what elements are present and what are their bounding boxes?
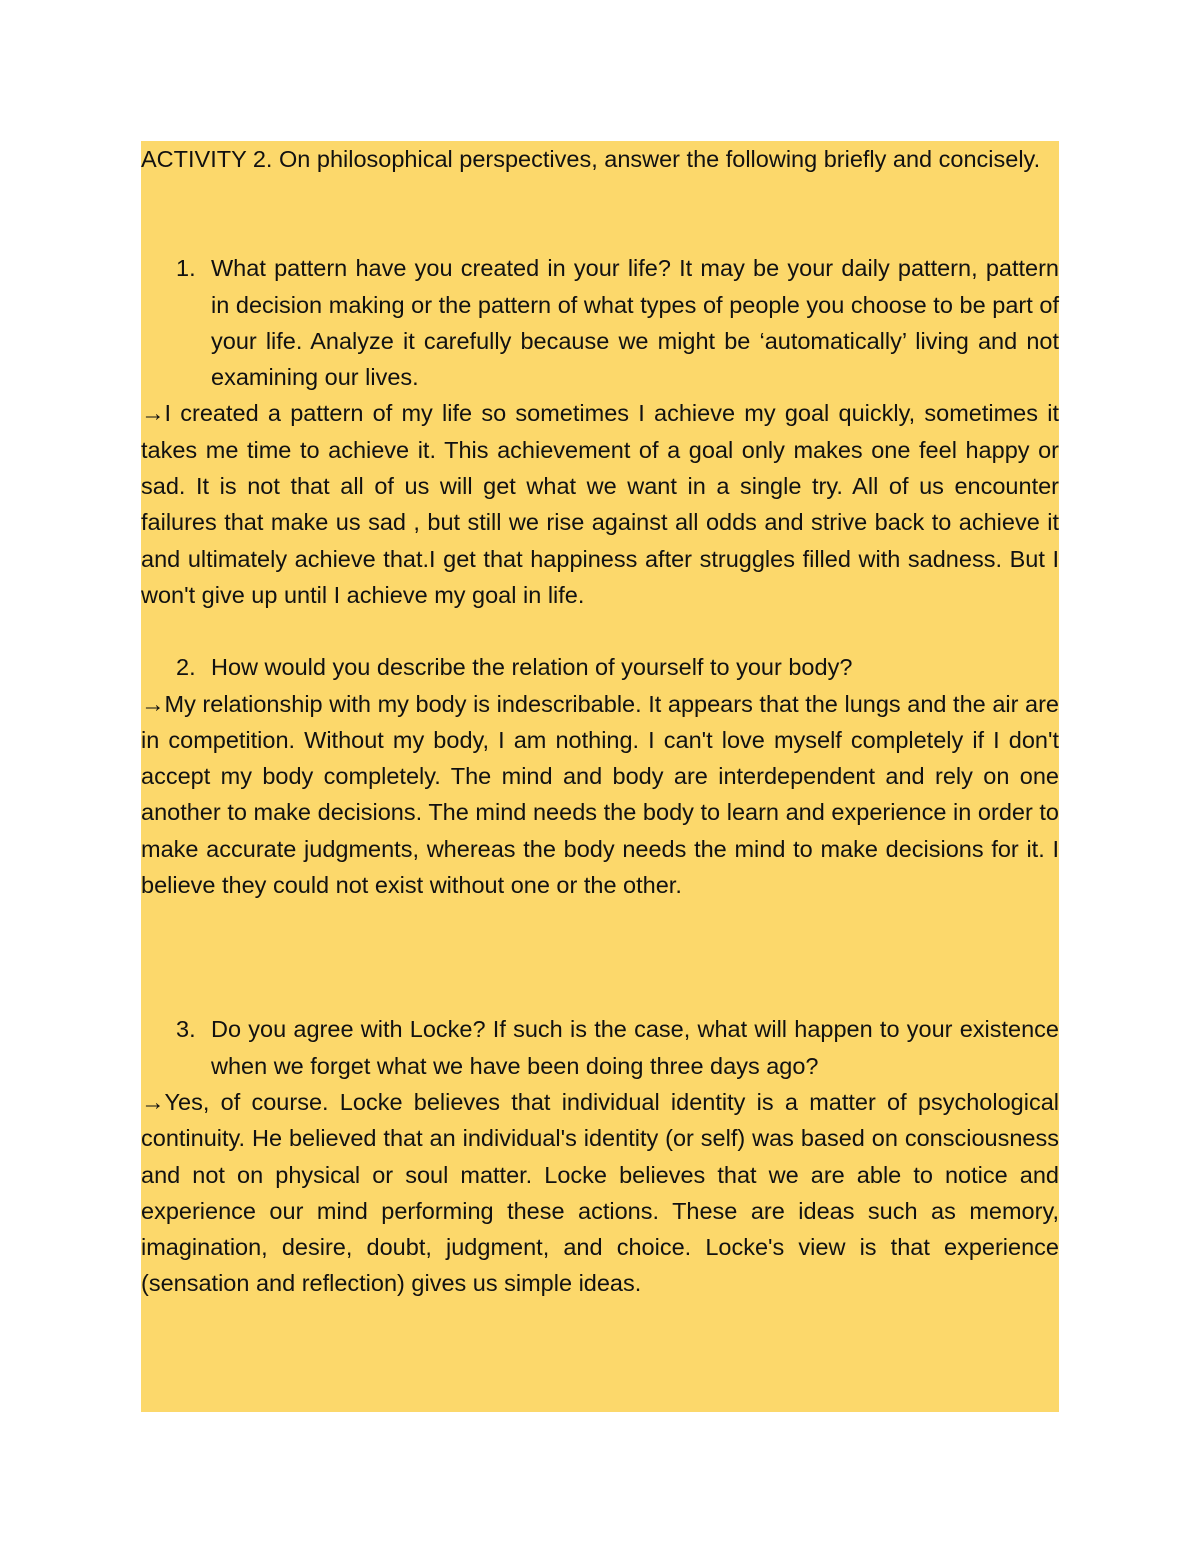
question-3	[141, 1011, 1059, 1084]
answer-3: →Yes, of course. Locke believes that individual identity is a matter of psychological continuity. He believed that an individual's identity (or self) was based on consciousness and not on physical or soul matter. Locke believes that we are able to notice and experience our mind performing these actions. These are ideas such as memory, imagination, desire, doubt, judgment, and choice. Locke's view is that experience (sensation and reflection) gives us simple ideas.	[141, 1088, 1059, 1297]
question-number: 2.	[176, 654, 196, 681]
question-number: 3.	[176, 1016, 196, 1043]
question-text: What pattern have you created in your life? It may be your daily pattern, pattern in decision making or the pattern of what types of people you choose to be part of your life. Analyze it carefully because we might be ‘automatically’ living and not examining our lives.	[211, 255, 1059, 391]
question-number: 1.	[176, 255, 196, 282]
answer-2: →My relationship with my body is indescribable. It appears that the lungs and the air are in competition. Without my body, I am nothing. I can't love myself completely if I don't accept my body completely. The mind and body are interdependent and rely on one another to make decisions. The mind needs the body to learn and experience in order to make accurate judgments, whereas the body needs the mind to make decisions for it. I believe they could not exist without one or the other.	[141, 690, 1059, 899]
answer-1: →I created a pattern of my life so sometimes I achieve my goal quickly, sometimes it takes me time to achieve it. This achievement of a goal only makes one feel happy or sad. It is not that all of us will get what we want in a single try. All of us encounter failures that make us sad , but still we rise against all odds and strive back to achieve it and ultimately achieve that.I get that happiness after struggles filled with sadness. But I won't give up until I achieve my goal in life.	[141, 400, 1059, 608]
question-text: How would you describe the relation of yourself to your body?	[211, 654, 853, 681]
activity-heading: ACTIVITY 2. On philosophical perspectives, answer the following briefly and concisely.	[141, 146, 1041, 172]
question-2	[141, 649, 1059, 685]
question-1	[141, 250, 1059, 395]
question-text: Do you agree with Locke? If such is the case, what will happen to your existence when we forget what we have been doing three days ago?	[211, 1016, 1059, 1079]
document-content	[141, 141, 1059, 1302]
